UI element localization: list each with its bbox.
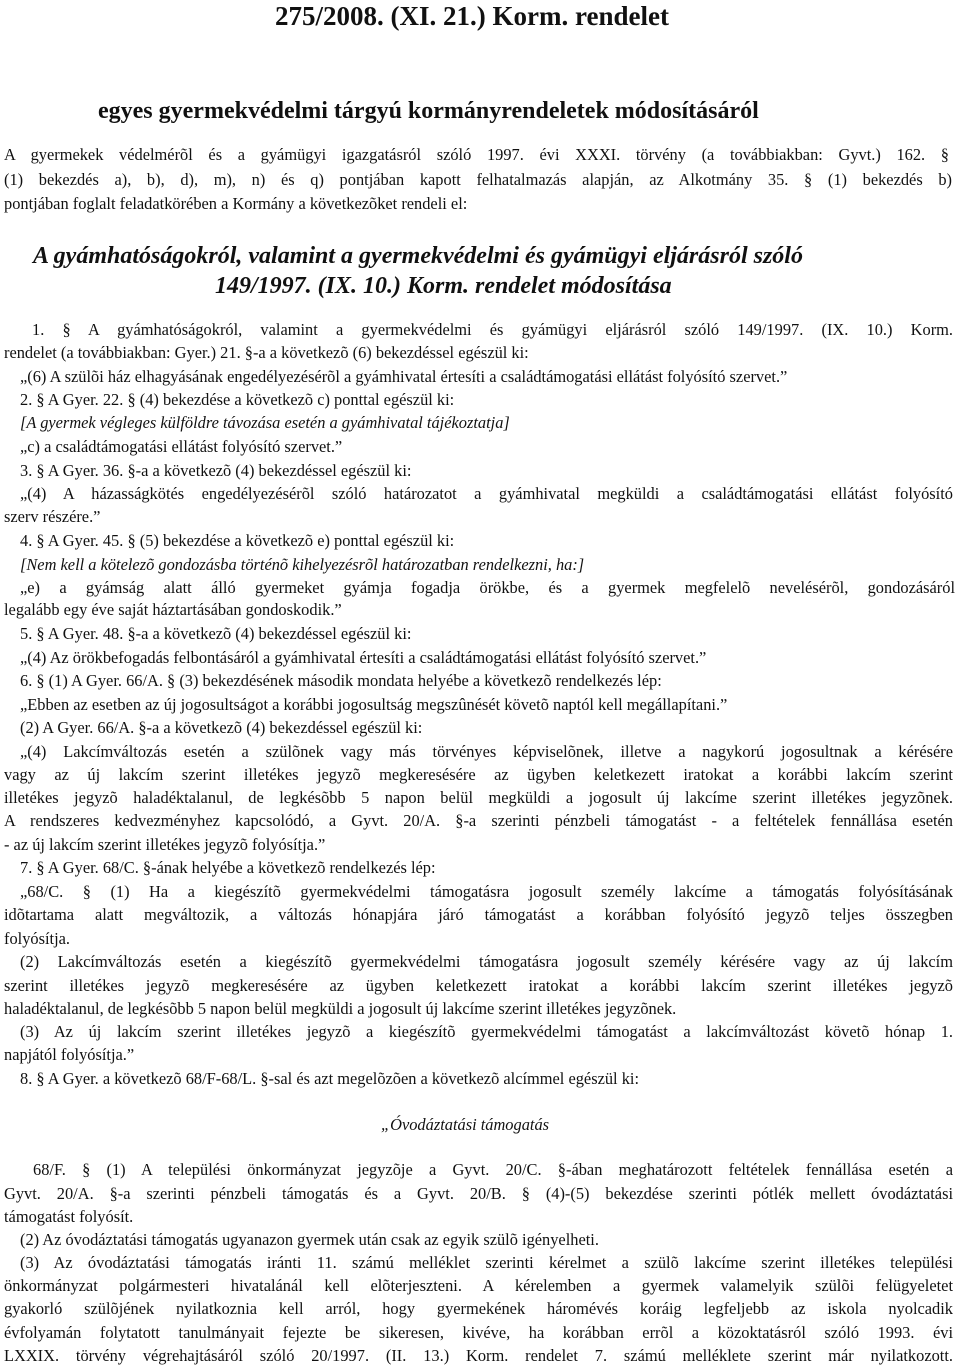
document-title: 275/2008. (XI. 21.) Korm. rendelet bbox=[275, 1, 669, 31]
paragraph-line: (2) Az óvodáztatási támogatás ugyanazon gyermek után csak az egyik szülõ igényelheti. bbox=[20, 1229, 599, 1249]
paragraph-line: évfolyamán folytatott tanulmányait fejezte be sikeresen, kivéve, ha korábban errõl a közoktatásról szóló 1993. évi bbox=[4, 1323, 953, 1343]
paragraph-line: vagy az új lakcím szerint illetékes jegyzõ megkeresésére az ügyben keletkezett iratokat a korábbi lakcím szerint bbox=[4, 764, 953, 784]
paragraph-line: szerint illetékes jegyzõ megkeresésére az ügyben keletkezett iratokat a korábbi lakcím szerint illetékes jegyzõ bbox=[4, 975, 953, 995]
paragraph-line: támogatást folyósít. bbox=[4, 1206, 134, 1226]
subsection-heading: „Óvodáztatási támogatás bbox=[381, 1114, 550, 1134]
paragraph-line: „(4) A házasságkötés engedélyezésérõl szóló határozatot a gyámhivatal megküldi a családtámogatási ellátást folyósító bbox=[20, 484, 953, 504]
paragraph-line: Gyvt. 20/A. §-a szerinti pénzbeli támogatás és a Gyvt. 20/B. § (4)-(5) bekezdése szerinti pótlék mellett óvodáztatási bbox=[4, 1183, 953, 1203]
preamble-line: pontjában foglalt feladatkörében a Kormány a következõket rendeli el: bbox=[4, 193, 468, 213]
paragraph-line: [A gyermek végleges külföldre távozása esetén a gyámhivatal tájékoztatja] bbox=[20, 413, 510, 433]
paragraph-line: 5. § A Gyer. 48. §-a a következõ (4) bekezdéssel egészül ki: bbox=[20, 624, 412, 644]
paragraph-line: „Ebben az esetben az új jogosultságot a korábbi jogosultság megszûnését követõ naptól kell megállapítani.” bbox=[20, 694, 728, 714]
paragraph-line: legalább egy éve saját háztartásában gondoskodik.” bbox=[4, 600, 342, 620]
paragraph-line: folyósítja. bbox=[4, 928, 71, 948]
paragraph-line: - az új lakcím szerint illetékes jegyzõ folyósítja.” bbox=[4, 835, 326, 855]
paragraph-line: 6. § (1) A Gyer. 66/A. § (3) bekezdésének második mondata helyébe a következõ rendelkezés lép: bbox=[20, 671, 662, 691]
paragraph-line: idõtartama alatt megváltozik, a változás hónapjára járó támogatást a korábban folyósító jegyzõ teljes összegben bbox=[4, 904, 953, 924]
paragraph-line: 8. § A Gyer. a következõ 68/F-68/L. §-sal és azt megelõzõen a következõ alcímmel egészül ki: bbox=[20, 1069, 640, 1089]
section-heading-line: A gyámhatóságokról, valamint a gyermekvédelmi és gyámügyi eljárásról szóló bbox=[33, 242, 803, 269]
document-subtitle: egyes gyermekvédelmi tárgyú kormányrendeletek módosításáról bbox=[98, 98, 759, 125]
paragraph-line: „(4) Lakcímváltozás esetén a szülõnek vagy más törvényes képviselõnek, illetve a nagykorú jogosultnak a kérésére bbox=[20, 741, 953, 761]
paragraph-line: (3) Az új lakcím szerint illetékes jegyzõ a kiegészítõ gyermekvédelmi támogatást a lakcímváltozást követõ hónap 1. bbox=[20, 1022, 953, 1042]
paragraph-line: A rendszeres kedvezményhez kapcsolódó, a Gyvt. 20/A. §-a szerinti pénzbeli támogatást - a feltételek fennállása esetén bbox=[4, 811, 953, 831]
paragraph-line: gyakorló szülõjének nyilatkoznia kell arról, hogy gyermekének háromévés koráig legfeljebb az iskola nyolcadik bbox=[4, 1299, 953, 1319]
preamble-line: (1) bekezdés a), b), d), m), n) és q) pontjában kapott felhatalmazás alapján, az Alkotmány 35. § (1) bekezdés b) bbox=[4, 169, 952, 189]
paragraph-line: önkormányzat polgármesteri hivatalánál kell elõterjeszteni. A kérelemben a gyermek valamelyik szülõi felügyeletet bbox=[4, 1276, 953, 1296]
paragraph-line: (2) Lakcímváltozás esetén a kiegészítõ gyermekvédelmi támogatásra jogosult személy kérésére vagy az új lakcím bbox=[20, 951, 953, 971]
paragraph-line: illetékes jegyzõ haladéktalanul, de legkésõbb 5 napon belül megküldi a jogosult új lakcíme szerint illetékes jegyzõnek. bbox=[4, 787, 953, 807]
paragraph-line: [Nem kell a kötelezõ gondozásba történõ kihelyezésrõl határozatban rendelkezni, ha:] bbox=[20, 554, 585, 574]
paragraph-line: 68/F. § (1) A települési önkormányzat jegyzõje a Gyvt. 20/C. §-ában meghatározott feltételek fennállása esetén a bbox=[33, 1159, 953, 1179]
paragraph-line: 3. § A Gyer. 36. §-a a következõ (4) bekezdéssel egészül ki: bbox=[20, 461, 412, 481]
paragraph-line: rendelet (a továbbiakban: Gyer.) 21. §-a a következõ (6) bekezdéssel egészül ki: bbox=[4, 342, 529, 362]
paragraph-line: „e) a gyámság alatt álló gyermeket gyámja fogadja örökbe, és a gyermek megfelelõ nevelésérõl, gondozásáról bbox=[20, 577, 955, 597]
paragraph-line: 2. § A Gyer. 22. § (4) bekezdése a következõ c) ponttal egészül ki: bbox=[20, 390, 455, 410]
section-heading-line: 149/1997. (IX. 10.) Korm. rendelet módosítása bbox=[215, 273, 672, 300]
paragraph-line: napjától folyósítja.” bbox=[4, 1045, 135, 1065]
paragraph-line: haladéktalanul, de legkésõbb 5 napon belül megküldi a jogosult új lakcíme szerint illetékes jegyzõnek. bbox=[4, 998, 677, 1018]
paragraph-line: „68/C. § (1) Ha a kiegészítõ gyermekvédelmi támogatásra jogosult személy lakcíme a támogatás folyósításának bbox=[20, 882, 953, 902]
paragraph-line: (3) Az óvodáztatási támogatás iránti 11. számú melléklet szerinti kérelmet a szülõ lakcíme szerint illetékes települési bbox=[20, 1253, 953, 1273]
paragraph-line: „c) a családtámogatási ellátást folyósító szervet.” bbox=[20, 437, 343, 457]
paragraph-line: „(6) A szülõi ház elhagyásának engedélyezésérõl a gyámhivatal értesíti a családtámogatási ellátást folyósító szervet.” bbox=[20, 366, 788, 386]
paragraph-line: szerv részére.” bbox=[4, 506, 101, 526]
paragraph-line: 7. § A Gyer. 68/C. §-ának helyébe a következõ rendelkezés lép: bbox=[20, 858, 436, 878]
paragraph-line: „(4) Az örökbefogadás felbontásáról a gyámhivatal értesíti a családtámogatási ellátást folyósító szervet.” bbox=[20, 648, 707, 668]
paragraph-line: 4. § A Gyer. 45. § (5) bekezdése a következõ e) ponttal egészül ki: bbox=[20, 530, 455, 550]
paragraph-line: 1. § A gyámhatóságokról, valamint a gyermekvédelmi és gyámügyi eljárásról szóló 149/1997. (IX. 10.) Korm. bbox=[32, 319, 953, 339]
preamble-line: A gyermekek védelmérõl és a gyámügyi igazgatásról szóló 1997. évi XXXI. törvény (a továbbiakban: Gyvt.) 162. § bbox=[4, 145, 949, 165]
paragraph-line: LXXIX. törvény végrehajtásáról szóló 20/1997. (II. 13.) Korm. rendelet 7. számú melléklete szerint már nyilatkozott. bbox=[4, 1345, 953, 1365]
paragraph-line: (2) A Gyer. 66/A. §-a a következõ (4) bekezdéssel egészül ki: bbox=[20, 717, 423, 737]
